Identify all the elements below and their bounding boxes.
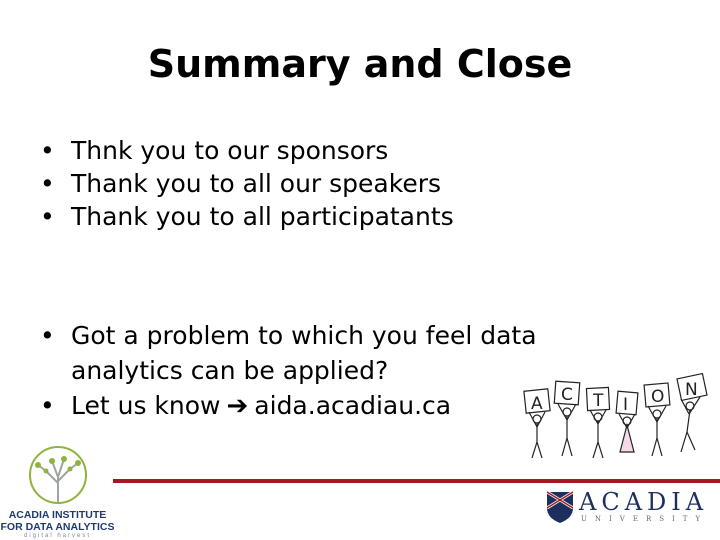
bullet-text: Got a problem to which you feel data analytics can be applied? <box>71 321 537 385</box>
tree-icon <box>0 443 115 509</box>
bullet-dot: • <box>40 391 55 420</box>
website-link[interactable]: aida.acadiau.ca <box>254 391 452 420</box>
bullet-text: Thnk you to our sponsors <box>71 136 389 165</box>
acadia-subtitle: UNIVERSITY <box>581 515 709 523</box>
aida-logo-tagline: digital harvest <box>23 533 92 539</box>
sign-letter-t: T <box>593 391 604 411</box>
acadia-university-logo <box>543 488 709 530</box>
aida-logo <box>0 443 115 540</box>
sign-letter-i: I <box>623 395 629 415</box>
acadia-wordmark: ACADIA <box>579 488 709 516</box>
bullet-dot: • <box>40 169 55 198</box>
slide-title: Summary and Close <box>147 42 573 86</box>
sign-letter-a: A <box>531 394 543 414</box>
bullet-text: Thank you to all our speakers <box>71 169 442 198</box>
action-illustration <box>507 372 717 462</box>
bullet-dot: • <box>40 136 55 165</box>
bullet-item <box>40 167 680 200</box>
bullet-text: Let us know <box>71 391 221 420</box>
sign-letter-o: O <box>651 387 665 407</box>
arrow-right-icon: ➔ <box>226 391 249 421</box>
acadia-crest-icon <box>545 490 575 524</box>
bullet-item <box>40 200 680 233</box>
sign-letter-n: N <box>685 380 698 400</box>
sign-letter-c: C <box>561 385 573 405</box>
aida-logo-line1: ACADIA INSTITUTE <box>8 509 107 521</box>
footer-rule <box>113 479 720 483</box>
bullet-item <box>40 134 680 167</box>
bullet-dot: • <box>40 321 55 350</box>
aida-logo-line2: FOR DATA ANALYTICS <box>0 521 115 533</box>
bullet-list-thanks <box>40 134 680 233</box>
bullet-text: Thank you to all participatants <box>71 202 454 231</box>
bullet-dot: • <box>40 202 55 231</box>
